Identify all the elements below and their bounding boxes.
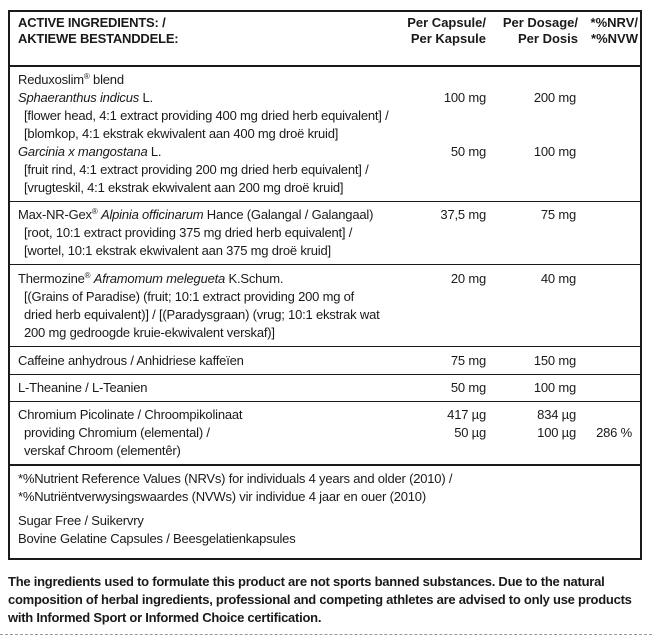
chromium-name: Chromium Picolinate / Chroompikolinaat bbox=[18, 407, 243, 422]
garcinia-desc-af: [vrugteskil, 4:1 ekstrak ekwivalent aan 200 mg droë kruid] bbox=[24, 180, 344, 195]
disclaimer-line-1: The ingredients used to formulate this product are not sports banned substances. Due to the natural bbox=[8, 574, 605, 589]
garcinia-per-dosage: 100 mg bbox=[533, 144, 576, 159]
divider-3 bbox=[10, 346, 640, 347]
thermozine-brand: Thermozine bbox=[18, 271, 85, 286]
nrv-note-af: *%Nutriëntverwysingswaardes (NVWs) vir individue 4 jaar en ouer (2010) bbox=[18, 489, 426, 504]
chromium-elemental-per-capsule: 50 µg bbox=[454, 425, 486, 440]
thermozine-reg: ® bbox=[84, 271, 91, 280]
header-ingredients-af: AKTIEWE BESTANDDELE: bbox=[18, 31, 179, 46]
thermozine-name bbox=[18, 270, 283, 288]
sphaeranthus-author: L. bbox=[139, 90, 153, 105]
garcinia-name bbox=[18, 143, 161, 161]
header-nrv-en: *%NRV/ bbox=[590, 15, 638, 30]
thermozine-per-capsule: 20 mg bbox=[450, 271, 486, 286]
bottom-dashed-rule bbox=[0, 634, 652, 635]
disclaimer-line-2: composition of herbal ingredients, professional and competing athletes are advised to only use products bbox=[8, 592, 632, 607]
thermozine-author: K.Schum. bbox=[225, 271, 284, 286]
divider-5 bbox=[10, 401, 640, 402]
header-per-capsule bbox=[396, 15, 486, 47]
header-divider bbox=[10, 65, 640, 67]
sphaeranthus-species: Sphaeranthus indicus bbox=[18, 90, 140, 105]
chromium-elemental-en: providing Chromium (elemental) / bbox=[24, 425, 210, 440]
chromium-picolinate-per-dosage: 834 µg bbox=[537, 407, 576, 422]
sphaeranthus-desc-en: [flower head, 4:1 extract providing 400 mg dried herb equivalent] / bbox=[24, 108, 389, 123]
header-per-capsule-af: Per Kapsule bbox=[410, 31, 486, 46]
table-header bbox=[10, 12, 640, 60]
thermozine-desc-2: dried herb equivalent)] / [(Paradysgraan) (vrug; 10:1 ekstrak wat bbox=[24, 307, 380, 322]
sphaeranthus-name bbox=[18, 89, 153, 107]
athlete-disclaimer bbox=[8, 573, 648, 627]
maxnr-per-dosage: 75 mg bbox=[540, 207, 576, 222]
theanine-per-capsule: 50 mg bbox=[450, 380, 486, 395]
ingredients-table bbox=[8, 10, 642, 560]
header-ingredients-en: ACTIVE INGREDIENTS: / bbox=[18, 15, 166, 30]
maxnr-brand: Max-NR-Gex bbox=[18, 207, 92, 222]
maxnr-per-capsule: 37,5 mg bbox=[440, 207, 486, 222]
reduxoslim-name: Reduxoslim bbox=[18, 72, 84, 87]
garcinia-author: L. bbox=[147, 144, 162, 159]
header-per-dosage-en: Per Dosage/ bbox=[502, 15, 578, 30]
chromium-picolinate-per-capsule: 417 µg bbox=[447, 407, 486, 422]
disclaimer-line-3: with Informed Sport or Informed Choice certification. bbox=[8, 610, 322, 625]
maxnr-species: Alpinia officinarum bbox=[100, 207, 204, 222]
sphaeranthus-per-dosage: 200 mg bbox=[533, 90, 576, 105]
header-nrv bbox=[582, 15, 638, 47]
header-per-dosage-af: Per Dosis bbox=[518, 31, 578, 46]
theanine-name: L-Theanine / L-Teanien bbox=[18, 380, 148, 395]
capsules-note: Bovine Gelatine Capsules / Beesgelatienkapsules bbox=[18, 531, 296, 546]
sphaeranthus-per-capsule: 100 mg bbox=[443, 90, 486, 105]
thermozine-species: Aframomum melegueta bbox=[93, 271, 226, 286]
garcinia-species: Garcinia x mangostana bbox=[18, 144, 148, 159]
chromium-elemental-per-dosage: 100 µg bbox=[537, 425, 576, 440]
divider-2 bbox=[10, 264, 640, 265]
divider-6 bbox=[10, 464, 640, 466]
maxnr-name bbox=[18, 206, 373, 224]
caffeine-per-capsule: 75 mg bbox=[450, 353, 486, 368]
divider-1 bbox=[10, 201, 640, 202]
reduxoslim-title bbox=[18, 71, 124, 89]
maxnr-desc-af: [wortel, 10:1 ekstrak ekwivalent aan 375 mg droë kruid] bbox=[24, 243, 331, 258]
chromium-nrv: 286 % bbox=[596, 425, 632, 440]
sphaeranthus-desc-af: [blomkop, 4:1 ekstrak ekwivalent aan 400 mg droë kruid] bbox=[24, 126, 339, 141]
reduxoslim-reg: ® bbox=[83, 72, 90, 81]
maxnr-desc-en: [root, 10:1 extract providing 375 mg dried herb equivalent] / bbox=[24, 225, 353, 240]
header-nrv-af: *%NVW bbox=[591, 31, 638, 46]
caffeine-per-dosage: 150 mg bbox=[533, 353, 576, 368]
caffeine-name: Caffeine anhydrous / Anhidriese kaffeïen bbox=[18, 353, 244, 368]
sugar-free-note: Sugar Free / Suikervry bbox=[18, 513, 144, 528]
reduxoslim-suffix: blend bbox=[89, 72, 124, 87]
maxnr-reg: ® bbox=[91, 207, 98, 216]
maxnr-author: Hance (Galangal / Galangaal) bbox=[203, 207, 374, 222]
divider-4 bbox=[10, 374, 640, 375]
theanine-per-dosage: 100 mg bbox=[533, 380, 576, 395]
thermozine-desc-1: [(Grains of Paradise) (fruit; 10:1 extract providing 200 mg of bbox=[24, 289, 355, 304]
garcinia-desc-en: [fruit rind, 4:1 extract providing 200 mg dried herb equivalent] / bbox=[24, 162, 369, 177]
thermozine-desc-3: 200 mg gedroogde kruie-ekwivalent verskaf)] bbox=[24, 325, 275, 340]
thermozine-per-dosage: 40 mg bbox=[540, 271, 576, 286]
garcinia-per-capsule: 50 mg bbox=[450, 144, 486, 159]
nrv-note-en: *%Nutrient Reference Values (NRVs) for individuals 4 years and older (2010) / bbox=[18, 471, 453, 486]
header-per-capsule-en: Per Capsule/ bbox=[407, 15, 486, 30]
header-ingredients bbox=[18, 15, 178, 47]
header-per-dosage bbox=[492, 15, 578, 47]
chromium-elemental-af: verskaf Chroom (elementêr) bbox=[24, 443, 181, 458]
